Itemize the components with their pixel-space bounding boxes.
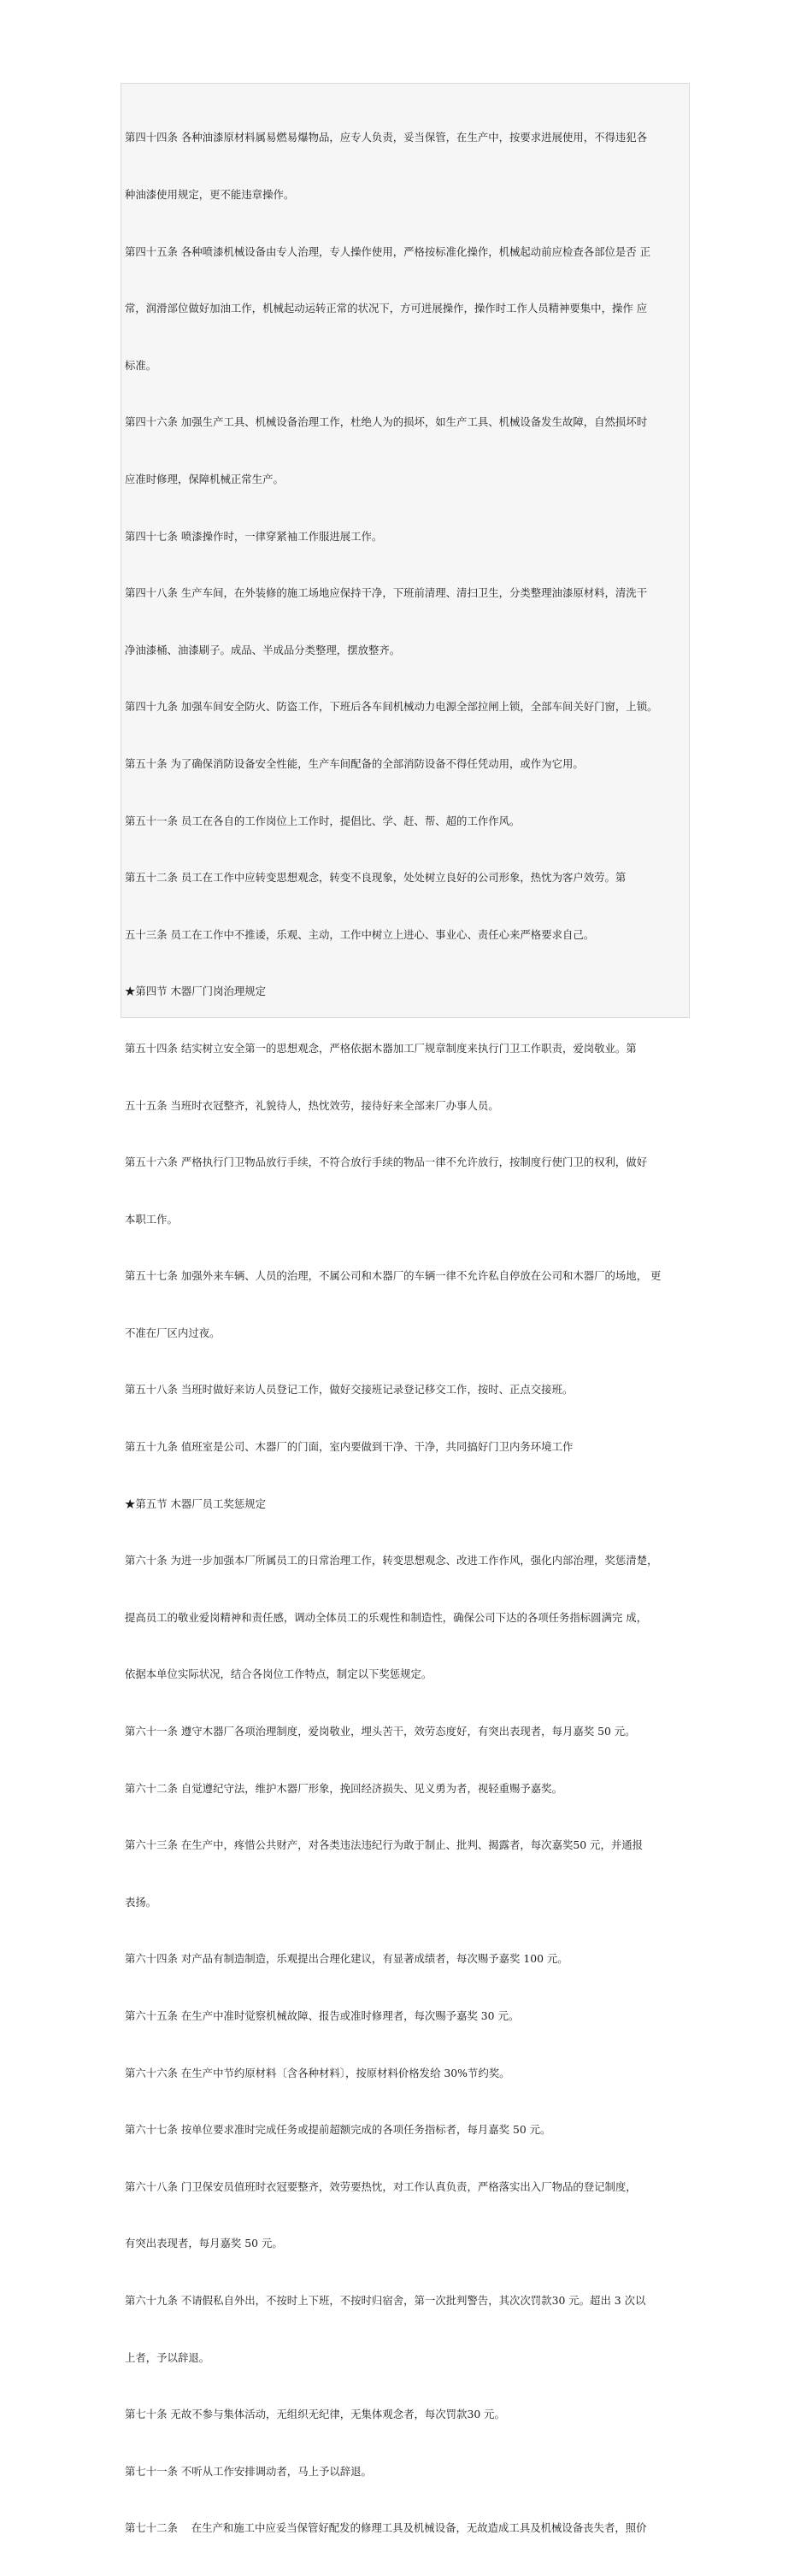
text-line: 有突出表现者，每月嘉奖 50 元。 — [125, 2237, 283, 2250]
text-line: 标准。 — [125, 358, 157, 372]
text-line: 第五十一条 员工在各自的工作岗位上工作时，提倡比、学、赶、帮、超的工作作风。 — [125, 814, 521, 827]
text-line: 第五十八条 当班时做好来访人员登记工作，做好交接班记录登记移交工作，按时、正点交接班。 — [125, 1383, 574, 1397]
text-line: 第七十二条 在生产和施工中应妥当保管好配发的修理工具及机械设备，无故造成工具及机械设备丧失者，照价 — [125, 2521, 647, 2535]
text-line: 第六十九条 不请假私自外出，不按时上下班，不按时归宿舍，第一次批判警告，其次次罚款30 元。超出 3 次以 — [125, 2293, 646, 2307]
text-line: 第五十九条 值班室是公司、木器厂的门面，室内要做到干净、干净，共同搞好门卫内务环境工作 — [125, 1440, 574, 1454]
text-line: 上者，予以辞退。 — [125, 2350, 210, 2364]
text-line: 第四十六条 加强生产工具、机械设备治理工作，杜绝人为的损坏，如生产工具、机械设备发生故障，自然损坏时 — [125, 415, 648, 429]
text-line: 五十五条 当班时衣冠整齐，礼貌待人，热忱效劳，接待好来全部来厂办事人员。 — [125, 1098, 499, 1112]
text-line: 五十三条 员工在工作中不推诿，乐观、主动，工作中树立上进心、事业心、责任心来严格要求自己。 — [125, 927, 595, 941]
text-line: 应准时修理，保障机械正常生产。 — [125, 472, 284, 485]
section-heading: ★第四节 木器厂门岗治理规定 — [125, 985, 267, 998]
text-line: 第四十七条 喷漆操作时，一律穿紧袖工作服进展工作。 — [125, 529, 383, 543]
document-body — [125, 91, 692, 2576]
text-line: 第六十一条 遵守木器厂各项治理制度，爱岗敬业，埋头苦干，效劳态度好，有突出表现者，每月嘉奖 50 元。 — [125, 1725, 636, 1738]
text-line: 表扬。 — [125, 1895, 157, 1908]
text-line: 第五十四条 结实树立安全第一的思想观念，严格依据木器加工厂规章制度来执行门卫工作职责，爱岗敬业。第 — [125, 1041, 637, 1055]
section-heading: ★第五节 木器厂员工奖惩规定 — [125, 1497, 267, 1510]
text-line: 常，润滑部位做好加油工作，机械起动运转正常的状况下，方可进展操作，操作时工作人员精神要集中，操作 应 — [125, 302, 648, 315]
text-line: 提高员工的敬业爱岗精神和责任感，调动全体员工的乐观性和制造性，确保公司下达的各项任务指标圆满完 成， — [125, 1610, 648, 1624]
text-line: 第四十八条 生产车间，在外装修的施工场地应保持干净，下班前清理、清扫卫生，分类整理油漆原材料，清洗干 — [125, 586, 648, 600]
text-line: 第六十条 为进一步加强本厂所属员工的日常治理工作，转变思想观念、改进工作作风，强化内部治理，奖惩清楚， — [125, 1554, 658, 1567]
text-line: 不准在厂区内过夜。 — [125, 1326, 221, 1339]
text-line: 第六十四条 对产品有制造制造，乐观提出合理化建议，有显著成绩者，每次赐予嘉奖 100 元。 — [125, 1952, 568, 1966]
text-line: 第五十二条 员工在工作中应转变思想观念，转变不良现象，处处树立良好的公司形象，热忱为客户效劳。第 — [125, 871, 627, 885]
text-line: 第七十条 无故不参与集体活动，无组织无纪律，无集体观念者，每次罚款30 元。 — [125, 2408, 505, 2421]
text-line: 种油漆使用规定，更不能违章操作。 — [125, 188, 295, 201]
text-line: 第六十八条 门卫保安员值班时衣冠要整齐，效劳要热忱，对工作认真负责，严格落实出入厂物品的登记制度， — [125, 2179, 637, 2193]
document-page — [121, 83, 690, 2535]
text-line: 本职工作。 — [125, 1212, 178, 1226]
text-line: 第六十七条 按单位要求准时完成任务或提前超额完成的各项任务指标者，每月嘉奖 50 元。 — [125, 2123, 551, 2137]
text-line: 第五十七条 加强外来车辆、人员的治理，不属公司和木器厂的车辆一律不允许私自停放在公司和木器厂的场地， 更 — [125, 1269, 662, 1283]
text-line: 第六十二条 自觉遵纪守法，维护木器厂形象，挽回经济损失、见义勇为者，视轻重赐予嘉奖。 — [125, 1781, 562, 1795]
text-line: 第六十五条 在生产中准时觉察机械故障、报告或准时修理者，每次赐予嘉奖 30 元。 — [125, 2009, 520, 2022]
text-line: 第五十六条 严格执行门卫物品放行手续，不符合放行手续的物品一律不允许放行，按制度行使门卫的权利，做好 — [125, 1156, 648, 1169]
text-line: 第七十一条 不听从工作安排调动者，马上予以辞退。 — [125, 2464, 372, 2478]
text-line: 第六十六条 在生产中节约原材料〔含各种材料〕，按原材料价格发给 30%节约奖。 — [125, 2066, 510, 2079]
text-line: 第六十三条 在生产中，疼惜公共财产，对各类违法违纪行为敢于制止、批判、揭露者，每次嘉奖50 元，并通报 — [125, 1838, 644, 1852]
text-line: 第四十五条 各种喷漆机械设备由专人治理，专人操作使用，严格按标准化操作，机械起动前应检查各部位是否 正 — [125, 244, 651, 258]
text-line: 第四十四条 各种油漆原材料属易燃易爆物品，应专人负责，妥当保管，在生产中，按要求进展使用，不得违犯各 — [125, 131, 648, 144]
text-line: 第四十九条 加强车间安全防火、防盗工作，下班后各车间机械动力电源全部拉闸上锁，全部车间关好门窗，上锁。 — [125, 700, 658, 714]
text-line: 净油漆桶、油漆刷子。成品、半成品分类整理，摆放整齐。 — [125, 643, 401, 656]
text-line: 第五十条 为了确保消防设备安全性能，生产车间配备的全部消防设备不得任凭动用，或作为它用。 — [125, 756, 584, 770]
text-line: 依据本单位实际状况，结合各岗位工作特点，制定以下奖惩规定。 — [125, 1667, 432, 1681]
